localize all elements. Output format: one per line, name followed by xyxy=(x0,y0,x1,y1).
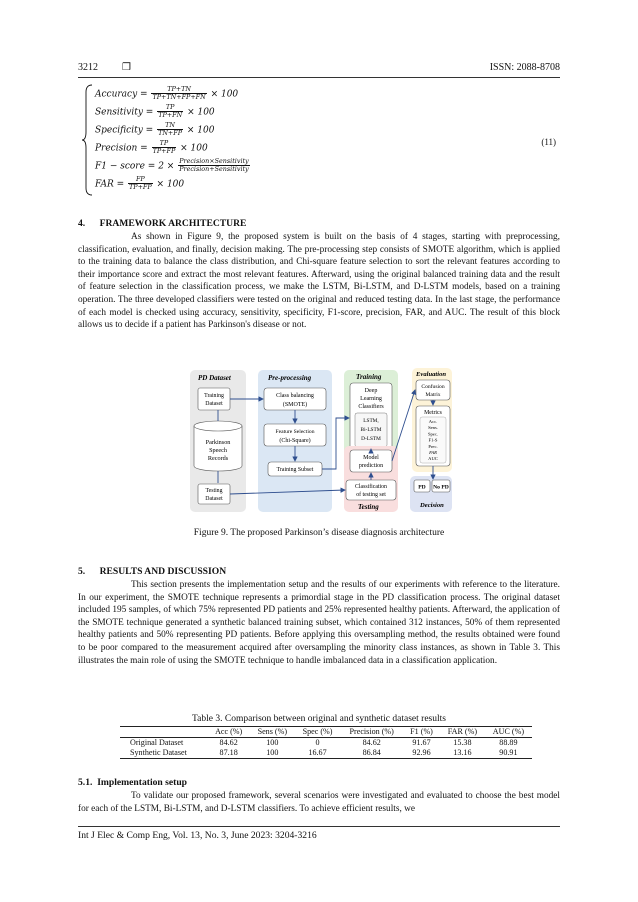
table-cell: 100 xyxy=(266,748,279,757)
section-5-1-paragraph: To validate our proposed framework, several scenarios were investigated and evaluated to choose the best model for each of the LSTM, Bi-LSTM, and D-LSTM classifiers. To achieve efficient results, we xyxy=(78,791,560,814)
deep-learning-label-1: Deep xyxy=(364,388,378,394)
section-5-paragraph: This section presents the implementation setup and the results of our experiments with reference to the literature. In our experiment, the SMOTE technique represents a primordial stage in the PD classification process. The original dataset included 195 samples, of which 75% represented PD patients and 25% represented healthy patients. Afterward, the application of the SMOTE technique generated a synthetic balanced training subset, which contained 312 instances, 50% of them represented healthy patients and 50% representing PD patients. Before applying this oversampling method, the results obtained were found to be poor compared to the measurement acquired after oversampling the minority class instances, as shown in Table 3. This illustrates the main role of using the SMOTE technique to handle imbalanced data in a classification application. xyxy=(78,580,560,666)
table-cell: 100 xyxy=(266,738,279,747)
footer-citation: Int J Elec & Comp Eng, Vol. 13, No. 3, June 2023: 3204-3216 xyxy=(78,830,317,841)
precision-numerator: TP xyxy=(152,140,177,148)
table-3-caption: Table 3. Comparison between original and synthetic dataset results xyxy=(192,714,446,724)
column-header xyxy=(120,727,208,738)
training-dataset-label-2: Dataset xyxy=(205,401,223,407)
models-label-1: LSTM, xyxy=(363,418,379,424)
specificity-tail: × 100 xyxy=(186,125,215,136)
table-header-row xyxy=(120,727,532,738)
far-lhs: FAR = xyxy=(95,179,125,190)
accuracy-lhs: Accuracy = xyxy=(95,89,148,100)
models-label-3: D-LSTM xyxy=(361,436,381,442)
far-numerator: FP xyxy=(128,176,153,184)
row-label: Synthetic Dataset xyxy=(130,748,187,757)
specificity-lhs: Specificity = xyxy=(95,125,154,136)
specificity-equation xyxy=(95,122,215,138)
far-denominator: TP+FP xyxy=(129,183,152,192)
figure-9-caption: Figure 9. The proposed Parkinson’s disease diagnosis architecture xyxy=(193,528,445,538)
feature-selection-label-1: Feature Selection xyxy=(275,429,315,435)
class-balancing-label-2: (SMOTE) xyxy=(282,402,308,408)
pd-label: PD xyxy=(418,484,426,491)
f1-lhs: F1 − score = 2 × xyxy=(95,161,175,172)
metric-label: F1-S xyxy=(428,437,438,443)
testing-title: Testing xyxy=(358,503,379,511)
footer-rule xyxy=(78,826,560,827)
table-row xyxy=(120,738,532,749)
far-tail: × 100 xyxy=(156,179,185,190)
table-cell: 84.62 xyxy=(362,738,381,747)
metric-label: FAR xyxy=(429,450,437,455)
training-dataset-label-1: Training xyxy=(204,393,224,399)
far-equation xyxy=(95,176,184,192)
column-header: FAR (%) xyxy=(447,727,478,736)
table-cell: 15.38 xyxy=(453,738,472,747)
deep-learning-label-2: Learning xyxy=(360,396,382,402)
section-5-heading: 5. RESULTS AND DISCUSSION xyxy=(78,566,227,577)
sensitivity-equation xyxy=(95,104,215,120)
architecture-figure xyxy=(188,366,454,518)
header-symbol: ❒ xyxy=(122,62,131,73)
table-3 xyxy=(120,726,532,759)
specificity-numerator: TN xyxy=(157,122,183,130)
classification-label-2: of testing set xyxy=(356,492,386,498)
table-cell: 87.18 xyxy=(219,748,238,757)
section-4-paragraph: As shown in Figure 9, the proposed system is built on the basis of 4 stages, starting with preprocessing, classification, evaluation, and finally, decision making. The pre-processing step consists of SMOTE algorithm, which is applied to the training data to balance the class distribution, and Chi-square feature selection to sort the relevant features according to their importance score and extract the most relevant features. Afterward, using the original balanced training data and the result of feature selection in the classification process, we make the LSTM, Bi-LSTM, and D-LSTM models, based on a training operation. The three developed classifiers were tested on the original and reduced testing data. In the last stage, the performance of each model is checked using accuracy, sensitivity, specificity, F1-score, precision, FAR, and AUC. The result of this block allows us to decide if a patient has Parkinson's disease or not. xyxy=(78,232,560,331)
accuracy-numerator: TP+TN xyxy=(151,86,206,94)
decision-title: Decision xyxy=(420,502,444,509)
f1-numerator: Precision×Sensitivity xyxy=(179,157,249,165)
table-cell: 16.67 xyxy=(308,748,327,757)
training-title: Training xyxy=(356,373,382,381)
table-cell: 13.16 xyxy=(453,748,472,757)
table-cell: 86.84 xyxy=(362,748,381,757)
speech-records-label-1: Parkinson xyxy=(205,439,231,446)
sensitivity-tail: × 100 xyxy=(187,107,215,118)
classification-label-1: Classification xyxy=(355,484,387,490)
column-header: Acc (%) xyxy=(215,727,243,736)
training-subset-label: Training Subset xyxy=(276,467,314,473)
equation-brace xyxy=(82,84,94,196)
models-label-2: Bi-LSTM xyxy=(360,427,382,433)
row-label: Original Dataset xyxy=(130,738,184,747)
feature-selection-label-2: (Chi-Square) xyxy=(279,438,311,444)
header-rule xyxy=(78,77,560,78)
metric-label: Sens. xyxy=(428,425,438,431)
preprocessing-title: Pre-processing xyxy=(268,374,312,382)
model-prediction-label-2: prediction xyxy=(358,463,384,469)
confusion-label-2: Matrix xyxy=(425,392,441,398)
table-row xyxy=(120,748,532,759)
column-header: Precision (%) xyxy=(349,727,394,736)
section-4-heading: 4. FRAMEWORK ARCHITECTURE xyxy=(78,218,247,229)
table-cell: 84.62 xyxy=(219,738,238,747)
metric-label: Spec. xyxy=(427,431,439,437)
sensitivity-numerator: TP xyxy=(157,104,183,112)
section-5-1-heading: 5.1. Implementation setup xyxy=(78,777,187,788)
metrics-title: Metrics xyxy=(424,410,442,416)
sensitivity-lhs: Sensitivity = xyxy=(95,107,154,118)
page-number: 3212 xyxy=(78,62,98,73)
equation-number: (11) xyxy=(541,137,556,147)
sensitivity-denominator: TP+FN xyxy=(158,111,183,120)
metric-label: AUC xyxy=(428,456,438,462)
confusion-label-1: Confusion xyxy=(421,384,445,390)
precision-equation xyxy=(95,140,208,156)
no-pd-label: No PD xyxy=(433,484,449,491)
speech-records-label-2: Speech xyxy=(209,447,227,454)
precision-denominator: TP+FP xyxy=(152,147,176,156)
column-header: AUC (%) xyxy=(492,727,525,736)
deep-learning-label-3: Classifiers xyxy=(358,404,384,410)
model-prediction-label-1: Model xyxy=(363,455,379,461)
table-cell: 90.91 xyxy=(499,748,518,757)
pd-dataset-title: PD Dataset xyxy=(198,374,231,382)
accuracy-denominator: TP+TN+FP+FN xyxy=(152,93,206,102)
issn: ISSN: 2088-8708 xyxy=(489,62,560,73)
metric-label: Prec. xyxy=(428,443,438,449)
table-cell: 91.67 xyxy=(412,738,431,747)
metric-label: Acc. xyxy=(428,419,438,424)
column-header: Spec (%) xyxy=(302,727,333,736)
evaluation-title: Evaluation xyxy=(416,371,447,378)
accuracy-equation xyxy=(95,86,238,102)
table-cell: 92.96 xyxy=(412,748,431,757)
table-cell: 0 xyxy=(315,738,320,747)
specificity-denominator: TN+FP xyxy=(158,129,183,138)
column-header: F1 (%) xyxy=(410,727,433,736)
column-header: Sens (%) xyxy=(257,727,288,736)
accuracy-tail: × 100 xyxy=(210,89,239,100)
f1-denominator: Precision+Sensitivity xyxy=(179,165,249,174)
precision-lhs: Precision = xyxy=(95,143,148,154)
class-balancing-label-1: Class balancing xyxy=(276,393,314,399)
speech-records-label-3: Records xyxy=(207,455,229,462)
testing-dataset-label-1: Testing xyxy=(205,488,223,494)
table-cell: 88.89 xyxy=(499,738,518,747)
testing-dataset-label-2: Dataset xyxy=(205,496,223,502)
f1-equation xyxy=(95,158,251,174)
precision-tail: × 100 xyxy=(180,143,208,154)
